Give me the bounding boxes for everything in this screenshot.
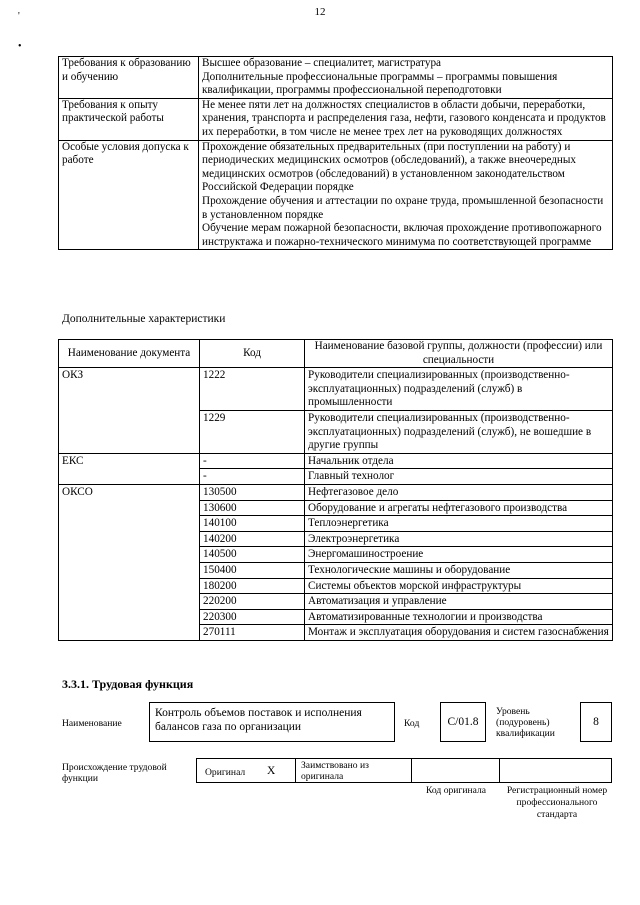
requirement-line: Обучение мерам пожарной безопасности, включая прохождение противопожарного инструктажа и пожарно-технического минимума по соответствующей программе xyxy=(202,222,602,248)
name-cell: Начальник отдела xyxy=(305,453,613,469)
code-cell: - xyxy=(200,453,305,469)
code-cell: 220200 xyxy=(200,594,305,610)
code-cell: 150400 xyxy=(200,562,305,578)
origin-box xyxy=(196,758,612,783)
table-row xyxy=(59,57,613,99)
original-label: Оригинал xyxy=(205,767,246,778)
name-label: Наименование xyxy=(62,718,122,729)
table-row xyxy=(59,98,613,140)
level-label: Уровень (подуровень) квалификации xyxy=(496,706,555,739)
requirement-line: Прохождение обязательных предварительных (при поступлении на работу) и периодических медицинских осмотров (обследований), а также внеочередных медицинских осмотров (обследований) в установленном законодательством Российской Федерации порядке xyxy=(202,140,577,194)
code-cell: 180200 xyxy=(200,578,305,594)
requirement-label: Требования к опыту практической работы xyxy=(59,98,199,140)
requirement-value xyxy=(199,140,613,250)
function-name-box: Контроль объемов поставок и исполнения балансов газа по организации xyxy=(149,702,395,742)
requirement-label: Требования к образованию и обучению xyxy=(59,57,199,99)
table-row xyxy=(59,368,613,411)
requirement-line: Прохождение обучения и аттестации по охране труда, промышленной безопасности в установленном порядке xyxy=(202,194,604,221)
code-cell: 130600 xyxy=(200,500,305,516)
column-header: Код xyxy=(200,340,305,368)
code-original-label: Код оригинала xyxy=(425,785,487,796)
name-cell: Энергомашиностроение xyxy=(305,547,613,563)
name-cell: Автоматизированные технологии и производства xyxy=(305,609,613,625)
document-name: ЕКС xyxy=(59,453,200,484)
original-mark: X xyxy=(267,765,276,777)
name-cell: Руководители специализированных (производственно-эксплуатационных) подразделений (служб), не вошедшие в другие группы xyxy=(305,410,613,453)
name-cell: Нефтегазовое дело xyxy=(305,484,613,500)
name-cell: Монтаж и эксплуатация оборудования и систем газоснабжения xyxy=(305,625,613,641)
divider xyxy=(411,759,412,782)
name-cell: Руководители специализированных (производственно-эксплуатационных) подразделений (служб) в промышленности xyxy=(305,368,613,411)
code-cell: 140100 xyxy=(200,516,305,532)
margin-mark: • xyxy=(18,41,22,52)
table-row xyxy=(59,140,613,250)
name-cell: Электроэнергетика xyxy=(305,531,613,547)
section-title: 3.3.1. Трудовая функция xyxy=(62,677,194,691)
divider xyxy=(295,759,296,782)
level-box: 8 xyxy=(580,702,612,742)
reg-number-label: Регистрационный номер профессионального стандарта xyxy=(506,785,608,820)
document-name: ОКЗ xyxy=(59,368,200,454)
requirements-table xyxy=(58,56,613,250)
origin-label: Происхождение трудовой функции xyxy=(62,762,167,784)
code-cell: 270111 xyxy=(200,625,305,641)
requirement-line: Дополнительные профессиональные программы – программы повышения квалификации, программы профессиональной переподготовки xyxy=(202,70,558,97)
divider xyxy=(499,759,500,782)
column-header: Наименование документа xyxy=(59,340,200,368)
margin-mark: ' xyxy=(18,11,20,22)
code-cell: 130500 xyxy=(200,484,305,500)
code-label: Код xyxy=(404,718,420,729)
code-cell: 140200 xyxy=(200,531,305,547)
requirement-value xyxy=(199,98,613,140)
function-code-box: С/01.8 xyxy=(440,702,486,742)
document-name: ОКСО xyxy=(59,484,200,640)
name-cell: Технологические машины и оборудование xyxy=(305,562,613,578)
borrowed-label: Заимствовано из оригинала xyxy=(301,760,369,782)
name-cell: Теплоэнергетика xyxy=(305,516,613,532)
code-cell: 1229 xyxy=(200,410,305,453)
name-cell: Главный технолог xyxy=(305,469,613,485)
table-row xyxy=(59,484,613,500)
column-header: Наименование базовой группы, должности (профессии) или специальности xyxy=(305,340,613,368)
characteristics-table xyxy=(58,339,613,641)
code-cell: - xyxy=(200,469,305,485)
requirement-line: Высшее образование – специалитет, магистратура xyxy=(202,57,442,69)
name-cell: Автоматизация и управление xyxy=(305,594,613,610)
additional-characteristics-title: Дополнительные характеристики xyxy=(62,313,226,325)
requirement-label: Особые условия допуска к работе xyxy=(59,140,199,250)
table-row xyxy=(59,453,613,469)
name-cell: Оборудование и агрегаты нефтегазового производства xyxy=(305,500,613,516)
requirement-value xyxy=(199,57,613,99)
page-number: 12 xyxy=(314,6,326,18)
table-header-row xyxy=(59,340,613,368)
code-cell: 140500 xyxy=(200,547,305,563)
code-cell: 1222 xyxy=(200,368,305,411)
name-cell: Системы объектов морской инфраструктуры xyxy=(305,578,613,594)
requirement-line: Не менее пяти лет на должностях специалистов в области добычи, переработки, хранения, транспорта и распределения газа, нефти, газового конденсата и продуктов их переработки, в том числе не менее трех лет на руководящих должностях xyxy=(202,98,606,138)
code-cell: 220300 xyxy=(200,609,305,625)
